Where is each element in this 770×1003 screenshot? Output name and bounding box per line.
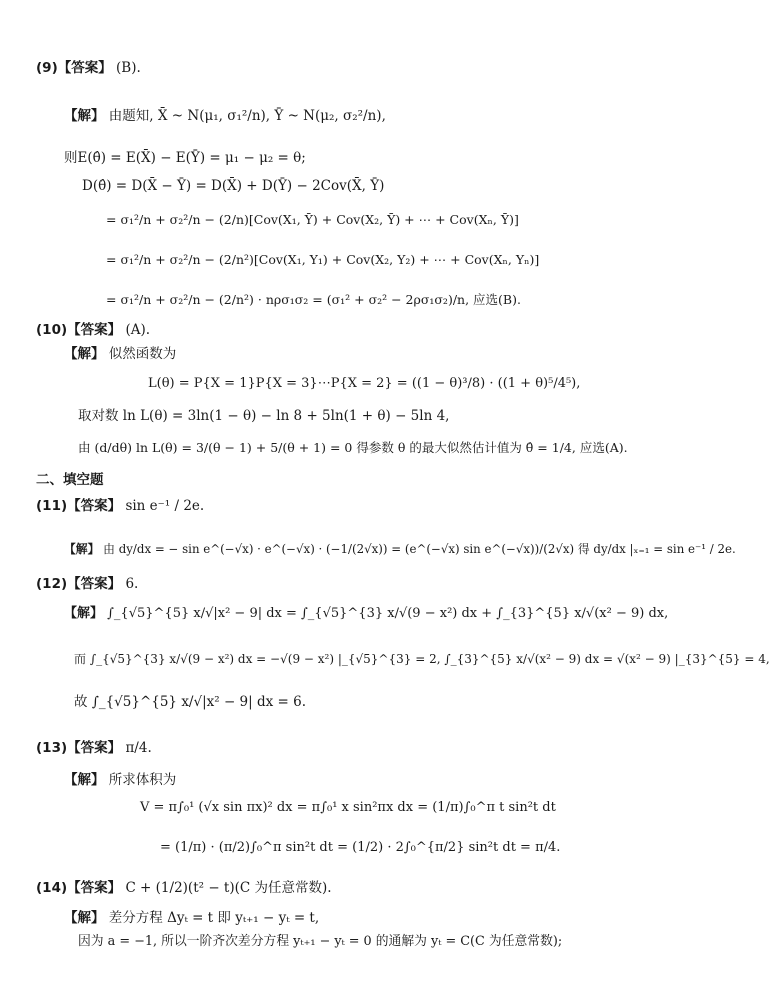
q14-jie: 【解】 (64, 910, 105, 926)
q11-solution (64, 542, 736, 556)
q12-answer-line (36, 576, 138, 592)
q14-solution (64, 910, 319, 926)
q11-line-1: 由 dy/dx = − sin e^(−√x) · e^(−√x) · (−1/(2√x)) = (e^(−√x) sin e^(−√x))/(2√x) 得 dy/dx |ₓ₌₁ = sin e⁻¹ / 2e. (103, 542, 736, 556)
q11-answer-line (36, 498, 204, 514)
q11-jie: 【解】 (64, 542, 100, 556)
q14-answer-line (36, 880, 332, 896)
q13-line-2: = (1/π) · (π/2)∫₀^π sin²t dt = (1/2) · 2∫₀^{π/2} sin²t dt = π/4. (160, 840, 561, 855)
q12-answer: 6. (125, 576, 139, 592)
q14-line-2: 因为 a = −1, 所以一阶齐次差分方程 yₜ₊₁ − yₜ = 0 的通解为 yₜ = C(C 为任意常数); (78, 934, 563, 949)
q13-intro: 所求体积为 (108, 772, 177, 788)
q10-intro: 似然函数为 (108, 346, 177, 362)
q11-tag: (11)【答案】 (36, 498, 122, 514)
q10-tag: (10)【答案】 (36, 322, 122, 338)
q13-answer: π/4. (125, 740, 152, 756)
q10-line-3: 由 (d/dθ) ln L(θ) = 3/(θ − 1) + 5/(θ + 1) = 0 得参数 θ 的最大似然估计值为 θ̂ = 1/4, 应选(A). (78, 440, 628, 455)
q9-line-1: 则E(θ̂) = E(X̄) − E(Ȳ) = μ₁ − μ₂ = θ; (64, 150, 306, 166)
q13-tag: (13)【答案】 (36, 740, 122, 756)
q9-solution-intro (64, 108, 386, 124)
q9-line-3: = σ₁²/n + σ₂²/n − (2/n)[Cov(X₁, Ȳ) + Cov(X₂, Ȳ) + ⋯ + Cov(Xₙ, Ȳ)] (106, 212, 519, 227)
q10-line-1: L(θ) = P{X = 1}P{X = 3}⋯P{X = 2} = ((1 − θ)³/8) · ((1 + θ)⁵/4⁵), (148, 376, 581, 391)
q12-tag: (12)【答案】 (36, 576, 122, 592)
q9-line-2: D(θ̂) = D(X̄ − Ȳ) = D(X̄) + D(Ȳ) − 2Cov(X̄, Ȳ) (82, 178, 385, 194)
q12-line-2: 而 ∫_{√5}^{3} x/√(9 − x²) dx = −√(9 − x²) |_{√5}^{3} = 2, ∫_{3}^{5} x/√(x² − 9) dx = √(x² − 9) |_{3}^{5} = 4, (74, 652, 770, 666)
q9-jie: 【解】 (64, 108, 105, 124)
q14-line-1: 差分方程 Δyₜ = t 即 yₜ₊₁ − yₜ = t, (108, 910, 320, 926)
q9-tag: (9)【答案】 (36, 60, 112, 76)
q10-solution-intro (64, 346, 176, 362)
q12-line-1: ∫_{√5}^{5} x/√|x² − 9| dx = ∫_{√5}^{3} x/√(9 − x²) dx + ∫_{3}^{5} x/√(x² − 9) dx, (107, 606, 669, 621)
q10-line-2: 取对数 ln L(θ) = 3ln(1 − θ) − ln 8 + 5ln(1 + θ) − 5ln 4, (78, 408, 450, 424)
q12-solution (64, 606, 668, 622)
q14-tag: (14)【答案】 (36, 880, 122, 896)
q14-answer: C + (1/2)(t² − t)(C 为任意常数). (125, 880, 332, 896)
q12-line-3: 故 ∫_{√5}^{5} x/√|x² − 9| dx = 6. (74, 694, 307, 710)
q9-line-5: = σ₁²/n + σ₂²/n − (2/n²) · nρσ₁σ₂ = (σ₁² + σ₂² − 2ρσ₁σ₂)/n, 应选(B). (106, 292, 521, 307)
q10-answer-line (36, 322, 150, 338)
q9-line-4: = σ₁²/n + σ₂²/n − (2/n²)[Cov(X₁, Y₁) + Cov(X₂, Y₂) + ⋯ + Cov(Xₙ, Yₙ)] (106, 252, 540, 267)
q9-intro: 由题知, X̄ ~ N(μ₁, σ₁²/n), Ȳ ~ N(μ₂, σ₂²/n), (108, 108, 386, 124)
q13-answer-line (36, 740, 152, 756)
q10-jie: 【解】 (64, 346, 105, 362)
q10-answer: (A). (125, 322, 151, 338)
section-heading: 二、填空题 (36, 472, 104, 488)
q13-jie: 【解】 (64, 772, 105, 788)
q13-solution-intro (64, 772, 176, 788)
q9-answer: (B). (116, 60, 141, 76)
q9-answer-line (36, 60, 141, 76)
q12-jie: 【解】 (64, 606, 104, 621)
q11-answer: sin e⁻¹ / 2e. (125, 498, 205, 514)
q13-line-1: V = π∫₀¹ (√x sin πx)² dx = π∫₀¹ x sin²πx dx = (1/π)∫₀^π t sin²t dt (140, 800, 556, 815)
